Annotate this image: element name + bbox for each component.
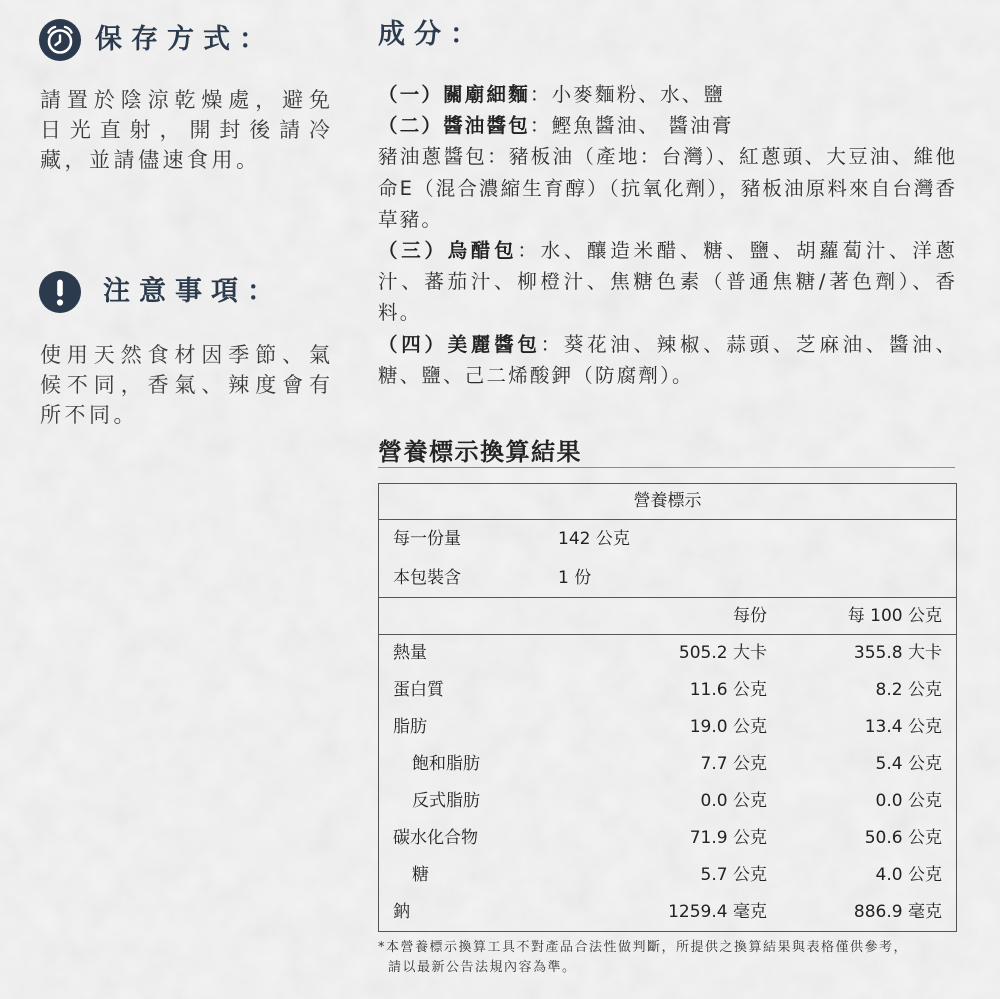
table-row: [379, 672, 956, 709]
ingredient-label: （三）烏醋包: [378, 239, 518, 263]
serving-size-value: 142 公克: [558, 529, 630, 549]
table-row: [379, 820, 956, 857]
nutrient-name: 反式脂肪: [412, 791, 480, 811]
ingredients-list: [378, 79, 955, 391]
table-row: [379, 894, 956, 931]
table-row: [379, 635, 956, 672]
per-serving-value: 19.0 公克: [689, 717, 767, 737]
column-header-per-serving: 每份: [733, 606, 767, 626]
ingredient-line: [378, 360, 955, 391]
per-100g-value: 355.8 大卡: [853, 643, 942, 663]
servings-per-package-label: 本包裝含: [393, 568, 461, 588]
ingredient-label: （二）醬油醬包: [378, 114, 530, 138]
ingredient-text: 命E（混合濃縮生育醇）（抗氧化劑），豬板油原料來自台灣香: [378, 176, 955, 200]
footnote-line: *本營養標示換算工具不對產品合法性做判斷，所提供之換算結果與表格僅供參考，: [378, 940, 909, 955]
exclamation-icon: [38, 270, 82, 314]
caution-text-line: 所不同。: [40, 403, 138, 427]
per-100g-value: 13.4 公克: [864, 717, 942, 737]
per-100g-value: 5.4 公克: [875, 754, 942, 774]
nutrient-name: 飽和脂肪: [412, 754, 480, 774]
per-100g-value: 8.2 公克: [875, 680, 942, 700]
per-serving-value: 11.6 公克: [689, 680, 767, 700]
ingredient-line: [378, 110, 955, 141]
nutrition-table: [378, 483, 957, 932]
per-100g-value: 50.6 公克: [864, 828, 942, 848]
title-divider: [378, 467, 955, 468]
ingredient-text: ：水、釀造米醋、糖、鹽、胡蘿蔔汁、洋蔥: [517, 239, 955, 263]
table-row: [379, 783, 956, 820]
ingredient-text: ：鰹魚醬油、 醬油膏: [529, 114, 734, 138]
serving-size-label: 每一份量: [393, 529, 461, 549]
caution-text-line: 候不同，香氣、辣度會有: [40, 373, 330, 397]
nutrition-title: 營養標示換算結果: [378, 438, 582, 466]
storage-instructions: [40, 85, 330, 175]
per-serving-value: 5.7 公克: [700, 865, 767, 885]
ingredient-line: [378, 329, 955, 360]
alarm-clock-icon: [38, 18, 82, 62]
per-100g-value: 0.0 公克: [875, 791, 942, 811]
caution-notes: [40, 340, 330, 430]
table-row: [379, 857, 956, 894]
ingredient-line: [378, 173, 955, 204]
nutrient-name: 糖: [412, 865, 429, 885]
ingredient-label: （一）關廟細麵: [378, 83, 530, 106]
storage-heading: 保存方式：: [95, 24, 275, 55]
footnote-line: 請以最新公告法規內容為準。: [388, 960, 577, 975]
table-row: [379, 709, 956, 746]
per-100g-value: 4.0 公克: [875, 865, 942, 885]
ingredient-text: 豬油蔥醬包：豬板油（產地：台灣）、紅蔥頭、大豆油、維他: [378, 145, 955, 169]
table-header-row: [379, 598, 956, 635]
column-header-per-100g: 每 100 公克: [847, 606, 942, 626]
ingredient-line: [378, 235, 955, 266]
servings-per-package-row: [379, 559, 956, 598]
nutrient-name: 脂肪: [393, 717, 427, 737]
storage-text-line: 請置於陰涼乾燥處，避免: [40, 88, 330, 112]
ingredient-line: [378, 204, 955, 235]
caution-heading: 注意事項：: [103, 276, 283, 307]
per-serving-value: 505.2 大卡: [678, 643, 767, 663]
ingredient-line: [378, 141, 955, 172]
table-row: [379, 746, 956, 783]
disclaimer-footnote: [378, 938, 908, 978]
per-serving-value: 7.7 公克: [700, 754, 767, 774]
ingredient-text: 草豬。: [378, 207, 444, 231]
ingredient-text: ：葵花油、辣椒、蒜頭、芝麻油、醬油、: [540, 332, 955, 356]
ingredient-line: [378, 297, 955, 328]
ingredient-text: 糖、鹽、己二烯酸鉀（防腐劑）。: [378, 363, 694, 387]
ingredient-text: ：小麥麵粉、水、鹽: [529, 83, 726, 106]
storage-text-line: 藏，並請儘速食用。: [40, 148, 261, 172]
ingredients-heading: 成分：: [378, 19, 486, 50]
per-100g-value: 886.9 毫克: [853, 902, 942, 922]
nutrient-name: 蛋白質: [393, 680, 444, 700]
nutrient-name: 鈉: [393, 902, 410, 922]
caution-text-line: 使用天然食材因季節、氣: [40, 343, 330, 367]
storage-text-line: 日光直射，開封後請冷: [40, 118, 330, 142]
serving-size-row: [379, 520, 956, 559]
ingredient-text: 汁、蕃茄汁、柳橙汁、焦糖色素（普通焦糖/著色劑）、香: [378, 270, 955, 294]
ingredient-line: [378, 266, 955, 297]
per-serving-value: 71.9 公克: [689, 828, 767, 848]
per-serving-value: 1259.4 毫克: [668, 902, 767, 922]
ingredient-line: [378, 79, 955, 110]
ingredient-label: （四）美麗醬包: [378, 332, 541, 356]
nutrient-name: 碳水化合物: [393, 828, 478, 848]
nutrition-table-title: 營養標示: [379, 484, 956, 520]
per-serving-value: 0.0 公克: [700, 791, 767, 811]
servings-per-package-value: 1 份: [558, 568, 592, 588]
nutrient-name: 熱量: [393, 643, 427, 663]
ingredient-text: 料。: [378, 301, 422, 325]
